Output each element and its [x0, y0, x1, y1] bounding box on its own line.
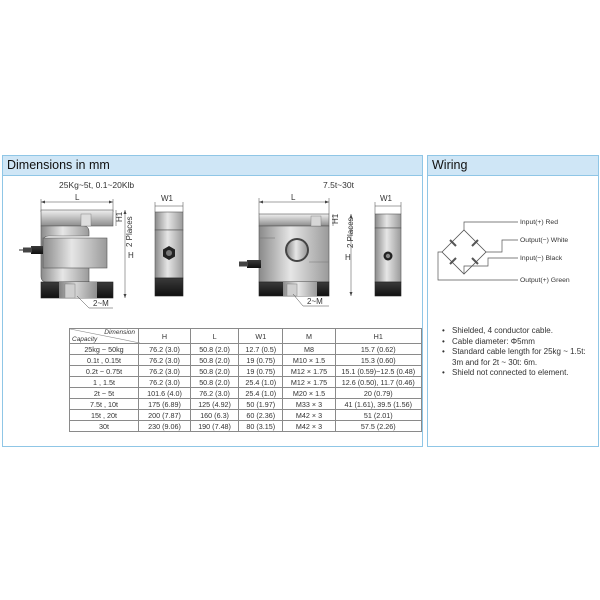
- small-load-cell-side-drawing: [147, 192, 197, 312]
- large-load-cell-front-drawing: [237, 192, 367, 312]
- wheatstone-bridge-diagram: [432, 214, 596, 294]
- table-cell: 1 , 1.5t: [70, 377, 139, 388]
- large-load-cell-side-drawing: [369, 192, 415, 312]
- list-item: • Cable diameter: Φ5mm: [442, 337, 592, 348]
- table-row: [70, 410, 422, 421]
- table-cell: 7.5t , 10t: [70, 399, 139, 410]
- table-row: [70, 399, 422, 410]
- dim-label-L: L: [75, 193, 80, 202]
- table-cell: 15t , 20t: [70, 410, 139, 421]
- table-cell: M42 × 3: [283, 410, 335, 421]
- table-cell: 12.6 (0.50), 11.7 (0.46): [335, 377, 421, 388]
- table-cell: 80 (3.15): [239, 421, 283, 432]
- table-cell: 50 (1.97): [239, 399, 283, 410]
- table-cell: 25.4 (1.0): [239, 377, 283, 388]
- table-row: [70, 377, 422, 388]
- table-cell: 20 (0.79): [335, 388, 421, 399]
- small-load-cell-front-drawing: [17, 192, 137, 312]
- table-cell: 101.6 (4.0): [139, 388, 191, 399]
- table-cell: M42 × 3: [283, 421, 335, 432]
- wire-output-negative-label: Output(−) White: [520, 237, 569, 244]
- table-cell: 160 (6.3): [191, 410, 239, 421]
- table-cell: 57.5 (2.26): [335, 421, 421, 432]
- dim-label-L-large: L: [291, 193, 296, 202]
- table-row: [70, 355, 422, 366]
- wire-output-positive-label: Output(+) Green: [520, 277, 570, 284]
- table-cell: 15.1 (0.59)~12.5 (0.48): [335, 366, 421, 377]
- table-cell: 19 (0.75): [239, 366, 283, 377]
- table-cell: 25kg ~ 50kg: [70, 344, 139, 355]
- table-cell: 50.8 (2.0): [191, 355, 239, 366]
- table-cell: 15.3 (0.60): [335, 355, 421, 366]
- list-item: • Standard cable length for 25kg ~ 1.5t: 3m and for 2t ~ 30t: 6m.: [442, 347, 592, 368]
- table-cell: 12.7 (0.5): [239, 344, 283, 355]
- table-row: [70, 388, 422, 399]
- dim-label-H-large: H: [345, 253, 351, 262]
- table-cell: 50.8 (2.0): [191, 377, 239, 388]
- dim-label-W1: W1: [161, 194, 173, 203]
- table-header-H1: H1: [335, 329, 421, 344]
- table-cell: 230 (9.06): [139, 421, 191, 432]
- table-cell: 76.2 (3.0): [139, 344, 191, 355]
- wiring-panel: [427, 155, 599, 447]
- large-cell-caption: 7.5t~30t: [323, 180, 354, 190]
- table-cell: 190 (7.48): [191, 421, 239, 432]
- table-header-M: M: [283, 329, 335, 344]
- table-cell: 15.7 (0.62): [335, 344, 421, 355]
- table-cell: M10 × 1.5: [283, 355, 335, 366]
- table-corner-cell: [70, 329, 139, 344]
- table-cell: M8: [283, 344, 335, 355]
- table-cell: 0.2t ~ 0.75t: [70, 366, 139, 377]
- dimension-spec-table: [69, 328, 422, 432]
- table-cell: 50.8 (2.0): [191, 344, 239, 355]
- dim-label-H: H: [128, 251, 134, 260]
- table-cell: 30t: [70, 421, 139, 432]
- table-cell: 51 (2.01): [335, 410, 421, 421]
- list-item: • Shielded, 4 conductor cable.: [442, 326, 592, 337]
- dim-label-two-places: 2 Places: [125, 216, 134, 247]
- dimensions-title: Dimensions in mm: [3, 156, 422, 176]
- table-cell: 60 (2.36): [239, 410, 283, 421]
- table-cell: M33 × 3: [283, 399, 335, 410]
- table-cell: M12 × 1.75: [283, 377, 335, 388]
- table-cell: 25.4 (1.0): [239, 388, 283, 399]
- table-cell: 76.2 (3.0): [191, 388, 239, 399]
- table-cell: 19 (0.75): [239, 355, 283, 366]
- table-header-H: H: [139, 329, 191, 344]
- table-cell: 175 (6.89): [139, 399, 191, 410]
- table-corner-dimension: Dimension: [104, 329, 135, 336]
- table-cell: 125 (4.92): [191, 399, 239, 410]
- wire-input-positive-label: Input(+) Red: [520, 219, 558, 226]
- list-item: • Shield not connected to element.: [442, 368, 592, 379]
- dim-label-2M-large: 2~M: [307, 297, 323, 306]
- table-cell: 76.2 (3.0): [139, 355, 191, 366]
- table-cell: M12 × 1.75: [283, 366, 335, 377]
- table-cell: 0.1t , 0.15t: [70, 355, 139, 366]
- table-cell: M20 × 1.5: [283, 388, 335, 399]
- table-row: [70, 421, 422, 432]
- table-row: [70, 366, 422, 377]
- table-cell: 76.2 (3.0): [139, 366, 191, 377]
- table-cell: 76.2 (3.0): [139, 377, 191, 388]
- small-cell-caption: 25Kg~5t, 0.1~20Klb: [59, 180, 135, 190]
- dim-label-two-places-large: 2 Places: [346, 217, 355, 248]
- wiring-notes-list: [442, 326, 592, 379]
- table-header-W1: W1: [239, 329, 283, 344]
- wiring-title: Wiring: [428, 156, 598, 176]
- table-cell: 2t ~ 5t: [70, 388, 139, 399]
- table-cell: 41 (1.61), 39.5 (1.56): [335, 399, 421, 410]
- table-cell: 50.8 (2.0): [191, 366, 239, 377]
- table-header-L: L: [191, 329, 239, 344]
- table-corner-capacity: Capacity: [72, 336, 98, 343]
- dimensions-panel: [2, 155, 423, 447]
- dim-label-2M: 2~M: [93, 299, 109, 308]
- dim-label-H1-large: H1: [331, 213, 340, 224]
- table-cell: 200 (7.87): [139, 410, 191, 421]
- dim-label-W1-large: W1: [380, 194, 392, 203]
- wire-input-negative-label: Input(−) Black: [520, 255, 563, 262]
- table-row: [70, 344, 422, 355]
- dim-label-H1: H1: [115, 211, 124, 222]
- table-header-row: [70, 329, 422, 344]
